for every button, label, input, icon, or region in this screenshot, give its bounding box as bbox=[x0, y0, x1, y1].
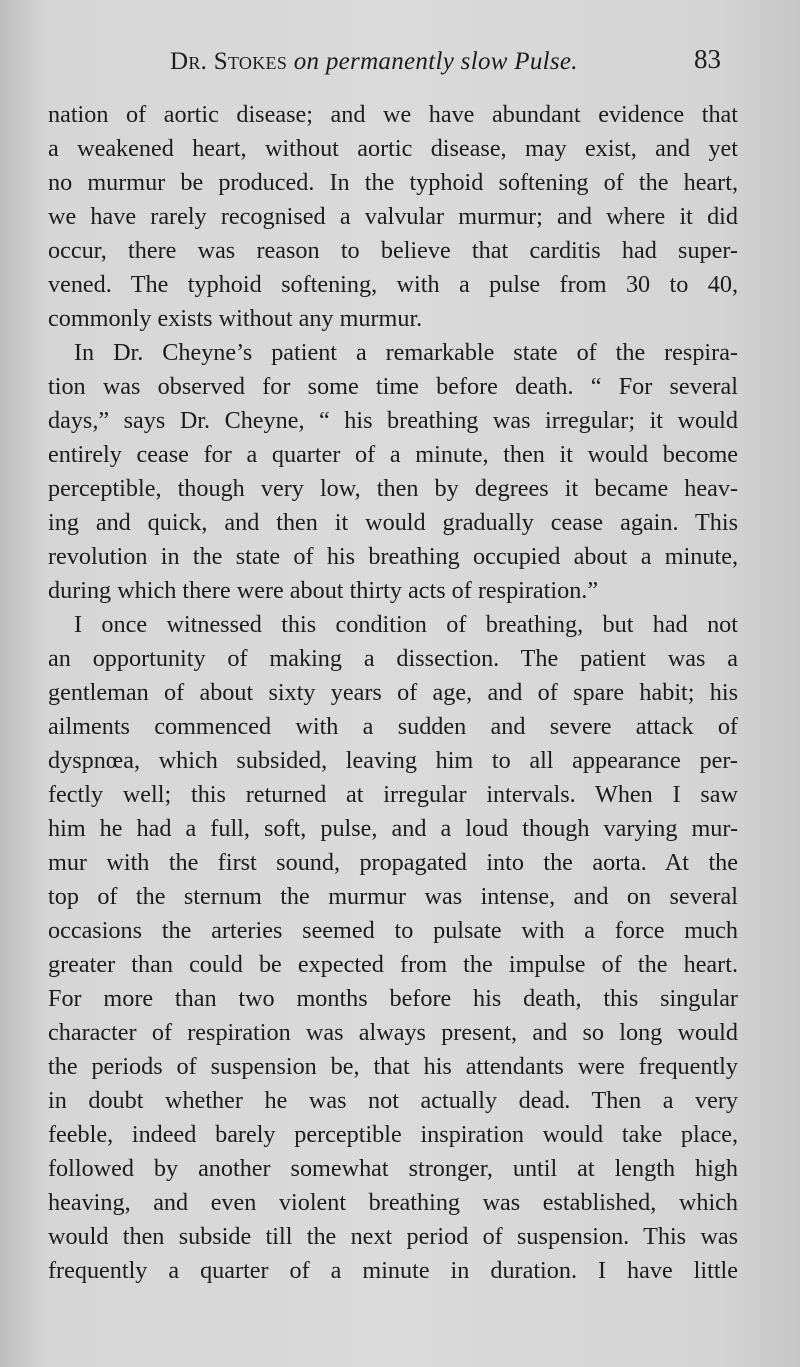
text-line: gentleman of about sixty years of age, and of spare habit; his bbox=[48, 679, 738, 706]
text-line: would then subside till the next period of suspension. This was bbox=[48, 1223, 738, 1250]
text-line: a weakened heart, without aortic disease, may exist, and yet bbox=[48, 135, 738, 162]
text-line: ailments commenced with a sudden and severe attack of bbox=[48, 713, 738, 740]
running-head-title: on permanently slow Pulse. bbox=[293, 48, 578, 75]
text-line: heaving, and even violent breathing was established, which bbox=[48, 1189, 738, 1216]
text-line: ing and quick, and then it would gradually cease again. This bbox=[48, 509, 738, 536]
page-number: 83 bbox=[694, 44, 721, 74]
text-line: days,” says Dr. Cheyne, “ his breathing was irregular; it would bbox=[48, 407, 738, 434]
text-line: In Dr. Cheyne’s patient a remarkable state of the respira- bbox=[74, 339, 738, 366]
text-line: nation of aortic disease; and we have abundant evidence that bbox=[48, 101, 738, 128]
text-line: top of the sternum the murmur was intense, and on several bbox=[48, 883, 738, 910]
text-line: tion was observed for some time before death. “ For several bbox=[48, 373, 738, 400]
text-line: in doubt whether he was not actually dead. Then a very bbox=[48, 1087, 738, 1114]
text-line: the periods of suspension be, that his attendants were frequently bbox=[48, 1053, 738, 1080]
page-header bbox=[0, 44, 800, 84]
text-line: fectly well; this returned at irregular intervals. When I saw bbox=[48, 781, 738, 808]
text-line: For more than two months before his death, this singular bbox=[48, 985, 738, 1012]
text-line: followed by another somewhat stronger, until at length high bbox=[48, 1155, 738, 1182]
text-line: commonly exists without any murmur. bbox=[48, 305, 423, 332]
text-line: greater than could be expected from the impulse of the heart. bbox=[48, 951, 738, 978]
text-line: character of respiration was always present, and so long would bbox=[48, 1019, 738, 1046]
body-text bbox=[48, 98, 738, 1288]
running-head bbox=[170, 48, 578, 76]
text-line: feeble, indeed barely perceptible inspiration would take place, bbox=[48, 1121, 738, 1148]
text-line: dyspnœa, which subsided, leaving him to all appearance per- bbox=[48, 747, 738, 774]
text-line: mur with the first sound, propagated into the aorta. At the bbox=[48, 849, 738, 876]
text-line: during which there were about thirty acts of respiration.” bbox=[48, 577, 599, 604]
text-line: I once witnessed this condition of breathing, but had not bbox=[74, 611, 738, 638]
text-line: him he had a full, soft, pulse, and a loud though varying mur- bbox=[48, 815, 738, 842]
text-line: vened. The typhoid softening, with a pulse from 30 to 40, bbox=[48, 271, 738, 298]
text-line: entirely cease for a quarter of a minute, then it would become bbox=[48, 441, 738, 468]
text-line: occur, there was reason to believe that carditis had super- bbox=[48, 237, 738, 264]
text-line: perceptible, though very low, then by degrees it became heav- bbox=[48, 475, 738, 502]
text-line: frequently a quarter of a minute in duration. I have little bbox=[48, 1257, 738, 1284]
text-line: revolution in the state of his breathing occupied about a minute, bbox=[48, 543, 738, 570]
text-line: an opportunity of making a dissection. The patient was a bbox=[48, 645, 738, 672]
text-line: no murmur be produced. In the typhoid softening of the heart, bbox=[48, 169, 738, 196]
text-line: occasions the arteries seemed to pulsate with a force much bbox=[48, 917, 738, 944]
running-head-author: Dr. Stokes bbox=[170, 48, 288, 75]
text-line: we have rarely recognised a valvular murmur; and where it did bbox=[48, 203, 738, 230]
